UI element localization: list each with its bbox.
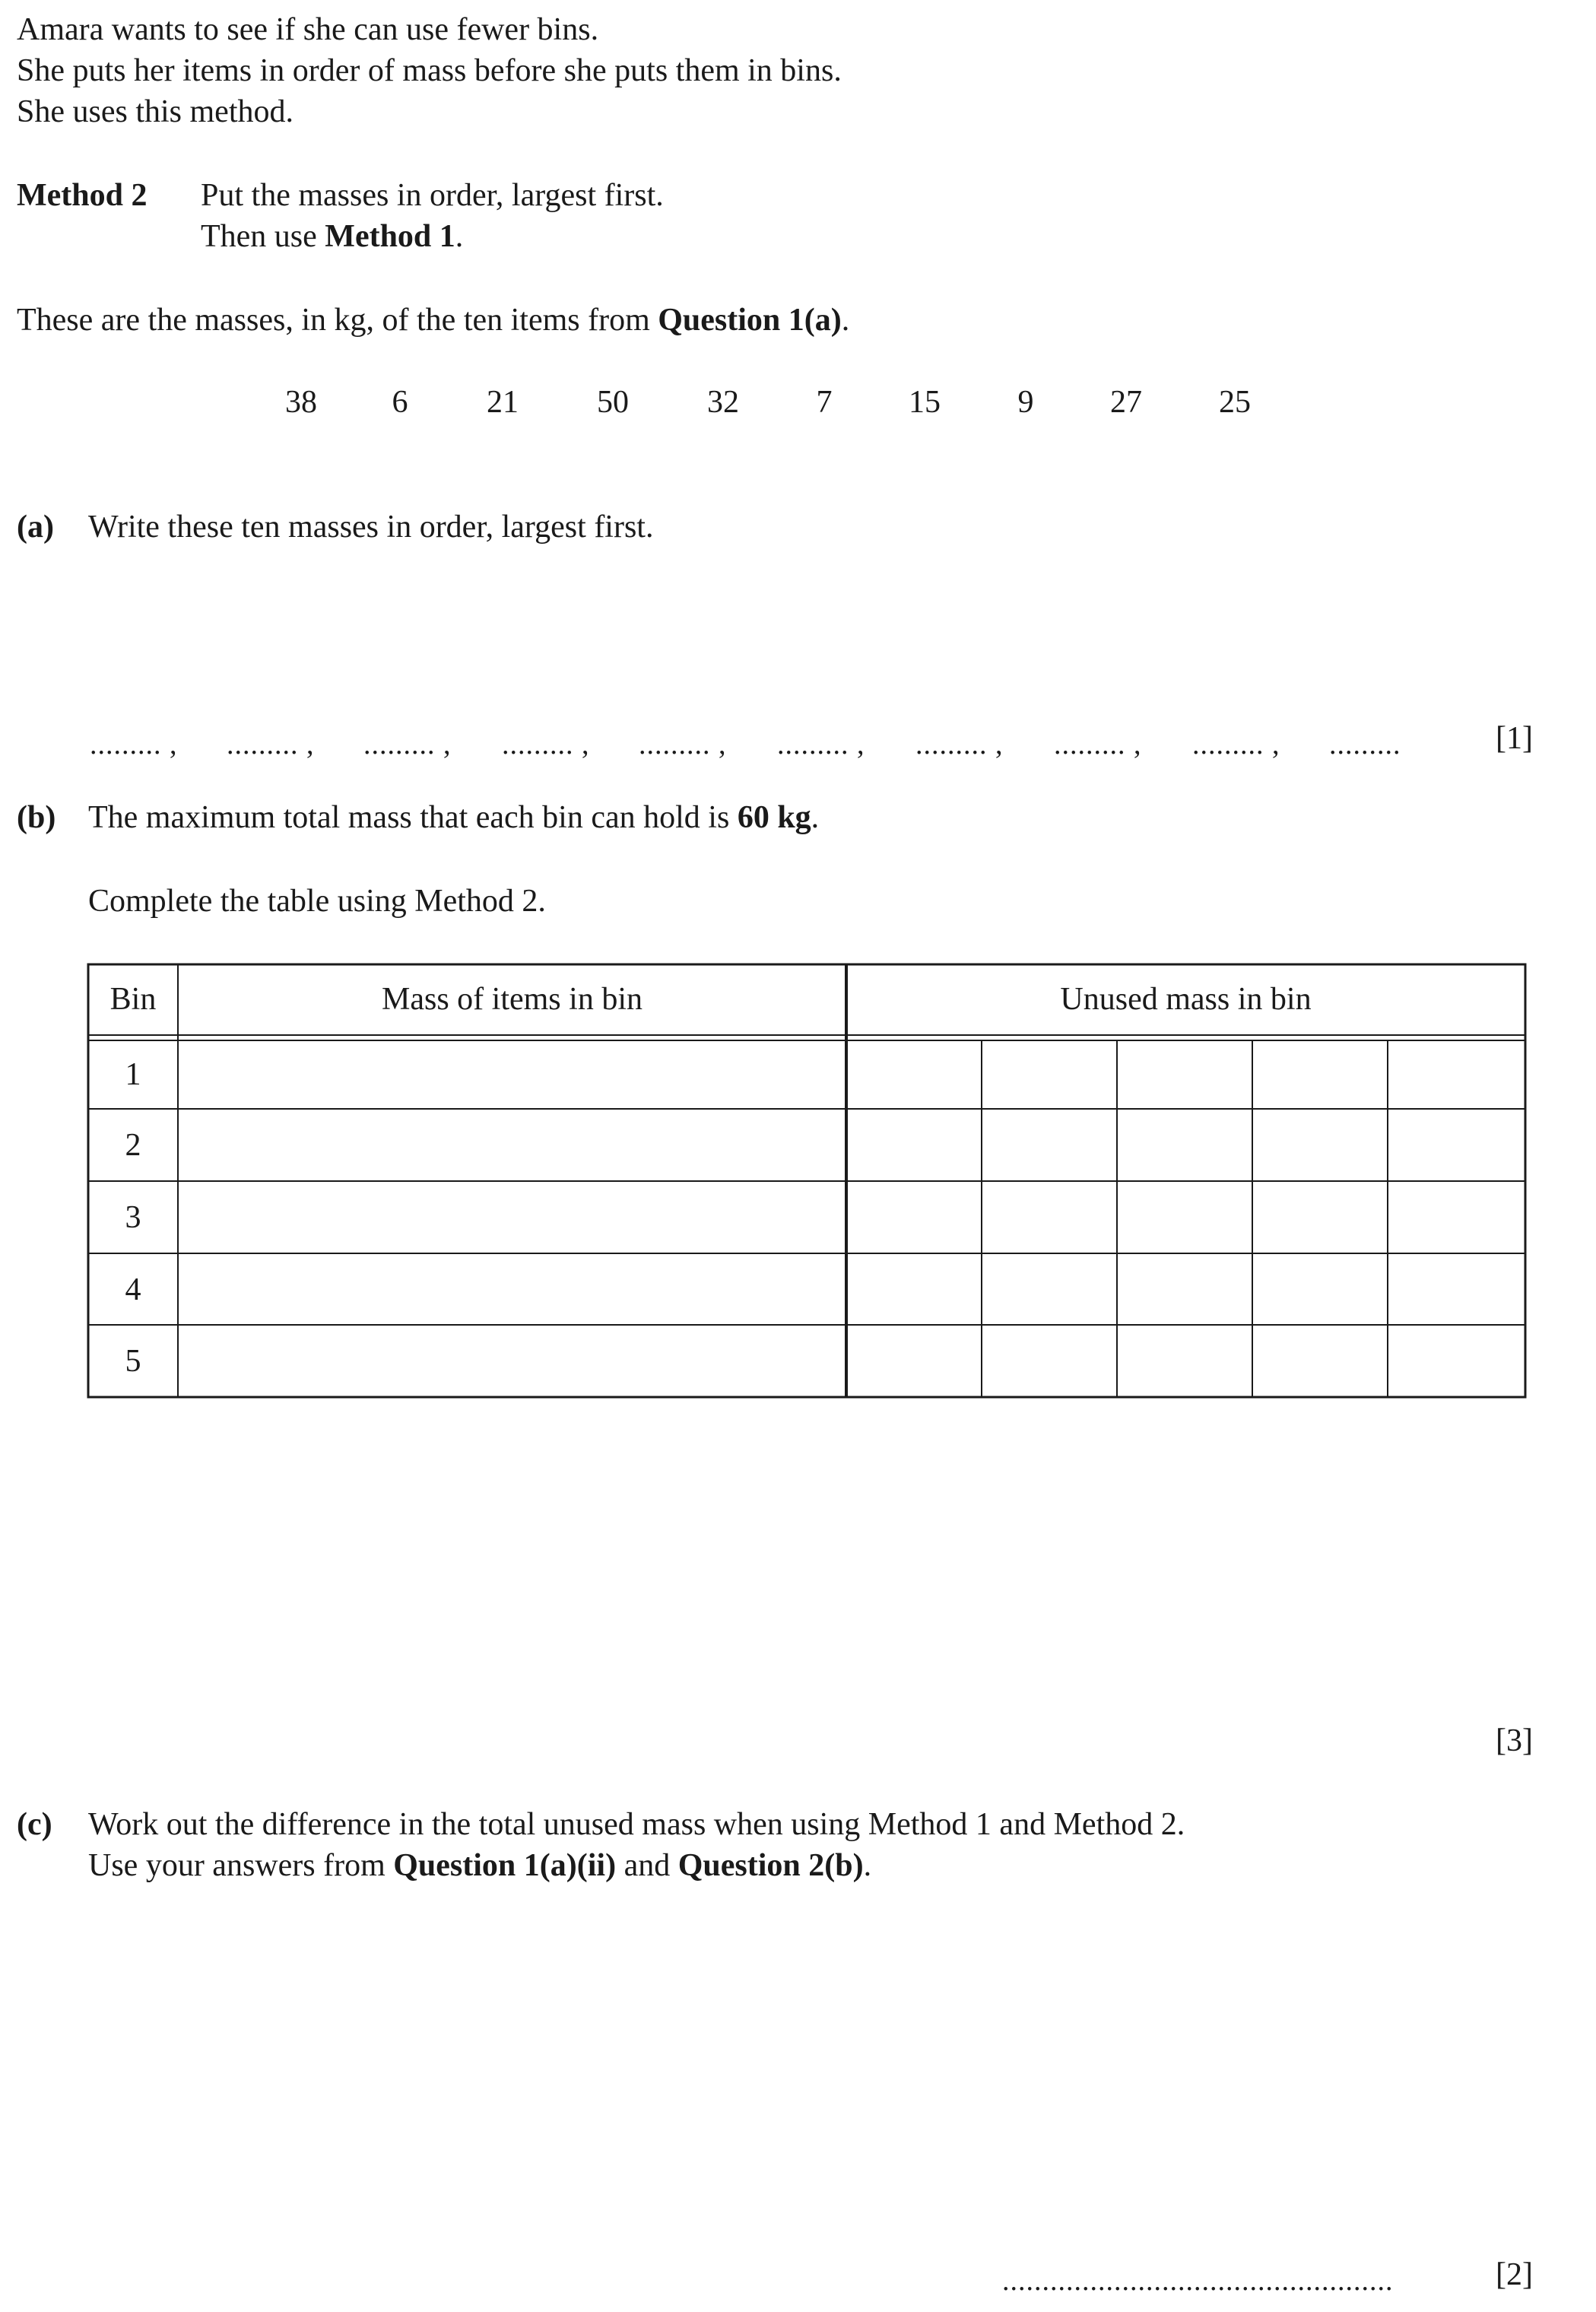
method-label: Method 2 — [17, 178, 148, 213]
answer-blank[interactable]: ......... , — [90, 729, 178, 761]
answer-blank[interactable]: ......... , — [777, 729, 865, 761]
bin-number: 4 — [125, 1272, 141, 1307]
header-mass-of-items: Mass of items in bin — [382, 982, 643, 1017]
answer-blank[interactable]: ......... , — [502, 729, 590, 761]
header-unused-mass: Unused mass in bin — [1060, 982, 1312, 1017]
answer-blank[interactable]: ......... , — [363, 729, 452, 761]
intro-line-2: She puts her items in order of mass before she puts them in bins. — [17, 53, 842, 88]
mass-value: 6 — [392, 385, 408, 420]
bin-number: 5 — [125, 1344, 141, 1379]
intro-line-1: Amara wants to see if she can use fewer bins. — [17, 12, 599, 47]
masses-intro: These are the masses, in kg, of the ten items from Question 1(a). — [17, 303, 850, 338]
bin-number: 1 — [125, 1057, 141, 1092]
part-c-mark: [2] — [1496, 2257, 1533, 2292]
answer-blank[interactable]: ......... , — [1054, 729, 1142, 761]
header-bin: Bin — [109, 982, 157, 1017]
part-a-label: (a) — [17, 510, 54, 545]
part-c-line-2: Use your answers from Question 1(a)(ii) and Question 2(b). — [88, 1848, 872, 1883]
part-a-mark: [1] — [1496, 721, 1533, 756]
bin-number: 3 — [125, 1200, 141, 1235]
part-c-line-1: Work out the difference in the total unused mass when using Method 1 and Method 2. — [88, 1807, 1185, 1842]
mass-value: 7 — [816, 385, 833, 420]
answer-line-c[interactable]: ................................................. — [1002, 2265, 1394, 2297]
part-b-instruction: Complete the table using Method 2. — [88, 884, 546, 919]
bin-number: 2 — [125, 1128, 141, 1163]
mass-value: 25 — [1219, 385, 1251, 420]
mass-value: 50 — [597, 385, 629, 420]
part-a-text: Write these ten masses in order, largest first. — [88, 510, 654, 545]
mass-value: 9 — [1017, 385, 1034, 420]
part-b-mark: [3] — [1496, 1723, 1533, 1758]
answer-blank[interactable]: ......... , — [639, 729, 727, 761]
mass-value: 21 — [487, 385, 519, 420]
mass-value: 38 — [285, 385, 317, 420]
answer-blank[interactable]: ......... , — [227, 729, 315, 761]
part-b-label: (b) — [17, 800, 56, 835]
part-c-label: (c) — [17, 1807, 52, 1842]
answer-blank[interactable]: ......... , — [915, 729, 1004, 761]
part-b-text: The maximum total mass that each bin can hold is 60 kg. — [88, 800, 820, 835]
method-line-1: Put the masses in order, largest first. — [201, 178, 664, 213]
method-line-2: Then use Method 1. — [201, 219, 464, 254]
mass-value: 32 — [707, 385, 739, 420]
intro-line-3: She uses this method. — [17, 94, 293, 129]
mass-value: 15 — [909, 385, 941, 420]
answer-blank[interactable]: ......... — [1329, 729, 1401, 761]
mass-value: 27 — [1110, 385, 1142, 420]
answer-blank[interactable]: ......... , — [1192, 729, 1280, 761]
